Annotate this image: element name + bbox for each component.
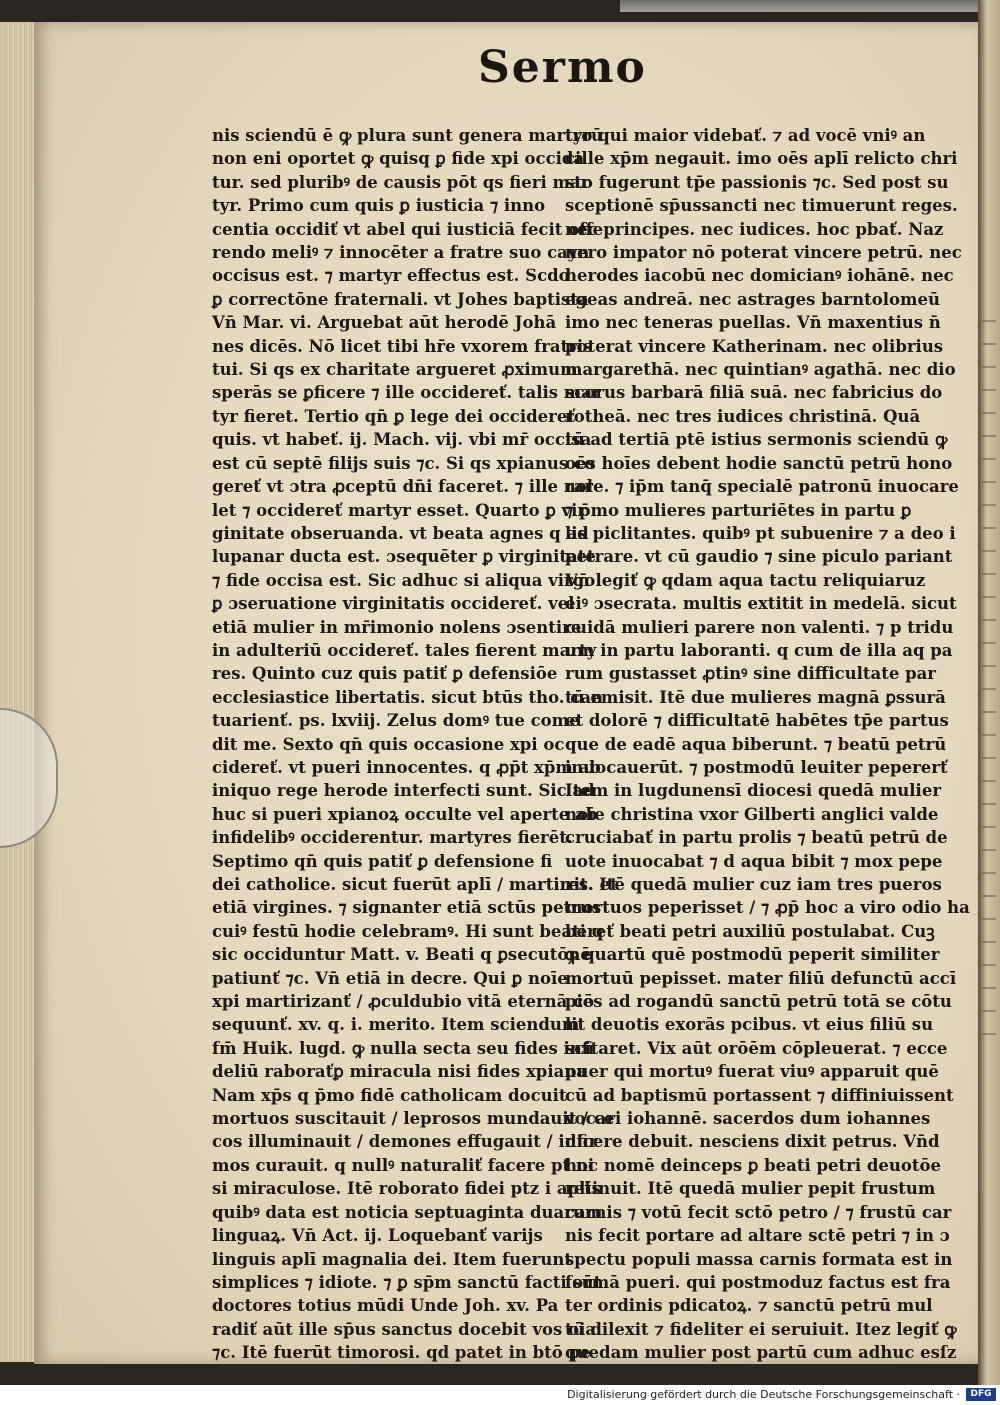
text-line: imo nec teneras puellas. Vn̄ maxentius n̄ (565, 313, 941, 333)
text-line: formā pueri. qui postmoduz factus est fra (565, 1272, 951, 1292)
text-line: hoc nomē deinceps ꝑ beati petri deuotōe (565, 1155, 942, 1175)
text-line: rum gustasset ꝓtinꝰ sine difficultate par (565, 664, 937, 684)
text-line: gereť vt ɔtra ꝓceptū dn̄i faceret. ⁊ ille nol (212, 477, 594, 497)
text-line: tyr. Primo cum quis ꝑ iusticia ⁊ inno (212, 196, 546, 216)
text-line: mortuos peperisset / ⁊ ꝓp̄ hoc a viro odio ha (565, 898, 970, 918)
text-line: nis sciendū ē ꝙ plura sunt genera martyrū (212, 126, 604, 145)
text-line: nero impator nō poterat vincere petrū. nec (565, 243, 962, 263)
text-line: sic occiduntur Matt. v. Beati q ꝑsecutōnē (212, 945, 591, 965)
text-line: res. Quinto cuz quis patiť ꝑ defensiōe (212, 664, 558, 684)
text-line: vocari iohannē. sacerdos dum iohannes (565, 1109, 931, 1129)
text-line: margarethā. nec quintianꝰ agathā. nec dio (565, 360, 956, 380)
text-line: mos curauit. q nullꝰ naturaliť facere pt ni (212, 1155, 595, 1175)
text-line: nec principes. nec iudices. hoc pbať. Naz (565, 219, 944, 239)
text-line: mortuū pepisset. mater filiū defunctū accī (565, 968, 957, 988)
text-line: rendo meliꝰ ⁊ innocēter a fratre suo cayn (212, 243, 590, 263)
text-line: linguaꝝ. Vn̄ Act. ij. Loquebanť varijs (212, 1226, 543, 1246)
text-line: poterat vincere Katherinam. nec olibrius (565, 336, 944, 356)
text-line: doctores totius mūdi Unde Joh. xv. Pa (212, 1296, 559, 1316)
text-line: ⁊c. Itē fuerūt timorosi. qd patet in btō pe (212, 1343, 591, 1363)
text-line: quedam mulier post partū cum adhuc esſz (565, 1343, 957, 1363)
text-line: bereť beati petri auxiliū postulabat. Cuꝫ (565, 921, 935, 941)
text-line: Nam xp̄s q p̄mo fidē catholicam docuit (212, 1085, 567, 1105)
text-line: ⁊ fide occisa est. Sic adhuc si aliqua virgo (212, 570, 596, 590)
text-line: sceptionē sp̄ussancti nec timuerunt reges. (565, 196, 958, 216)
funding-credit: Digitalisierung gefördert durch die Deutsche Forschungsgemeinschaft · (567, 1388, 960, 1401)
text-line: dicere debuit. nesciens dixit petrus. Vn̄d (565, 1132, 940, 1152)
text-line: sto fugerunt tp̄e passionis ⁊c. Sed post su (565, 172, 949, 192)
dfg-logo: DFG (966, 1388, 996, 1401)
text-line: cos illuminauit / demones effugauit / infir (212, 1132, 598, 1152)
text-line: patiunť ⁊c. Vn̄ etiā in decre. Qui ꝑ noīe (212, 968, 568, 988)
text-line: occisus est. ⁊ martyr effectus est. Scdo (212, 266, 570, 286)
text-line: puer qui mortuꝰ fuerat viuꝰ apparuit quē (565, 1062, 939, 1082)
text-line: non eni oportet ꝙ quisq ꝑ fide xpi occida (212, 149, 585, 169)
text-line: iniquo rege herode interfecti sunt. Sic ad (212, 781, 595, 801)
footer-bar (0, 1385, 1000, 1405)
text-line: cuidā mulieri parere non valenti. ⁊ p tridu (565, 617, 954, 637)
text-line: centia occidiť vt abel qui iusticiā fecit offe (212, 219, 604, 239)
text-line: cidereť. vt pueri innocentes. q ꝓp̄t xp̄m ab (212, 757, 601, 777)
text-line: deliū raboraťꝑ miracula nisi fides xpiana (212, 1062, 587, 1082)
text-line: ecclesiastice libertatis. sicut btūs tho. can (212, 687, 604, 707)
text-line: quibꝰ data est noticia septuaginta duarum (212, 1202, 603, 1222)
text-line: Item in lugdunensī diocesi quedā mulier (565, 781, 942, 801)
text-line: tur. sed pluribꝰ de causis pōt qs fieri mar (212, 172, 590, 192)
text-line: cille xp̄m negauit. imo oēs aplī relicto chri (565, 149, 958, 169)
text-line: herodes iacobū nec domicianꝰ iohānē. nec (565, 266, 954, 286)
facing-page-bleed (982, 320, 996, 1040)
text-line: etiā mulier in mr̄imonio nolens ɔsentire (212, 617, 582, 637)
text-line: linguis aplī magnalia dei. Item fuerunt (212, 1249, 572, 1269)
text-line: petrare. vt cū gaudio ⁊ sine piculo pariant (565, 547, 953, 567)
text-line: cū ad baptismū portassent ⁊ diffiniuissent (565, 1085, 954, 1105)
text-line: ginitate obseruanda. vt beata agnes q ad (212, 523, 589, 543)
text-line: tyr fieret. Tertio qn̄ ꝑ lege dei occidereť (212, 406, 575, 426)
text-line: si miraculose. Itē roborato fidei ptz i aplīs (212, 1179, 601, 1199)
facing-page-edge (978, 0, 1000, 1385)
text-line: uote inuocabat ⁊ d aqua bibit ⁊ mox pepe (565, 851, 943, 871)
text-line: eiꝰ ɔsecrata. multis extitit in medelā. sicut (565, 594, 957, 614)
scanner-edge (620, 0, 1000, 12)
text-line: nis fecit portare ad altare sctē petri ⁊ in ɔ (565, 1226, 950, 1246)
text-line: in adulteriū occidereť. tales fierent marty (212, 640, 597, 660)
text-line: tū dilexit ⁊ fideliter ei seruiuit. Itez legiť ꝙ (565, 1319, 957, 1339)
text-line: que de eadē aqua biberunt. ⁊ beatū petrū (565, 734, 947, 754)
text-line: rare. ⁊ ip̄m tanq̄ specialē patronū inuocare (565, 477, 959, 497)
text-line: scitaret. Vix aūt orōēm cōpleuerat. ⁊ ecce (565, 1038, 948, 1058)
text-line: ꝑ ɔseruatione virginitatis occidereť. vel (212, 594, 575, 614)
text-line: ꝑ correctōne fraternali. vt Johes baptista (212, 289, 589, 309)
text-line: Vn̄ legiť ꝙ qdam aqua tactu reliquiaruz (565, 570, 926, 590)
text-line: xpi martirizanť / ꝓculdubio vitā eternā cō (212, 992, 595, 1012)
text-line: inuocauerūt. ⁊ postmodū leuiter pepererť (565, 757, 948, 777)
text-line: ⁊ p̄mo mulieres parturiētes in partu ꝑ (565, 500, 912, 520)
text-line: simplices ⁊ idiote. ⁊ ꝑ sp̄m sanctū facti sūt (212, 1272, 602, 1292)
text-line: Vn̄ Mar. vi. Arguebat aūt herodē Johā (212, 313, 557, 333)
text-line: est cū septē filijs suis ⁊c. Si qs xpianus co (212, 453, 595, 473)
text-line: lit deuotis exorās pcibus. vt eius filiū su (565, 1015, 934, 1035)
page-stack-edge (0, 22, 36, 1362)
text-line: spectu populi massa carnis formata est in (565, 1249, 953, 1269)
text-line: lis piclitantes. quibꝰ pt subuenire ⁊ a deo i (565, 523, 956, 543)
text-line: lupanar ducta est. ɔsequēter ꝑ virginitate (212, 547, 596, 567)
text-line: tui. Si qs ex charitate argueret ꝓximum (212, 360, 578, 380)
text-line: sequunť. xv. q. i. merito. Item sciendum (212, 1015, 580, 1035)
text-line: huc si pueri xpianoꝝ occulte vel aperte ab (212, 804, 598, 824)
text-line: cruciabať in partu prolis ⁊ beatū petrū de (565, 828, 948, 848)
text-line: cuiꝰ festū hodie celebramꝰ. Hi sunt beati q (212, 921, 604, 941)
text-line: rotheā. nec tres iudices christinā. Quā (565, 406, 921, 426)
page-heading: Sermo (478, 42, 647, 93)
text-line: Septimo qn̄ quis patiť ꝑ defensione fi (212, 851, 553, 871)
text-line: um in partu laboranti. q cum de illa aq pa (565, 640, 953, 660)
text-line: noīe christina vxor Gilberti anglici valde (565, 804, 939, 824)
text-line: scorus barbarā filiā suā. nec fabricius do (565, 383, 943, 403)
text-line: ter ordinis pdicatoꝝ. ⁊ sanctū petrū mul (565, 1296, 933, 1316)
text-line: dei catholice. sicut fuerūt aplī / martires. et (212, 875, 618, 894)
text-line: oēs hoīes debent hodie sanctū petrū hono (565, 453, 953, 473)
text-line: dit me. Sexto qn̄ quis occasione xpi oc (212, 734, 565, 754)
right-text-column (565, 124, 970, 1365)
text-line: mortuos suscitauit / leprosos mundauit / ce (212, 1109, 615, 1129)
text-line: tuarienť. ps. lxviij. Zelus domꝰ tue come (212, 711, 580, 731)
left-text-column (212, 124, 618, 1365)
text-line: sperās se ꝑficere ⁊ ille occidereť. talis mar (212, 383, 601, 403)
text-line: fm̄ Huik. lugd. ꝙ nulla secta seu fides infi (212, 1038, 594, 1058)
text-line: egeas andreā. nec astrages barntolomeū (565, 289, 940, 309)
text-line: tū emisit. Itē due mulieres magnā ꝑssurā (565, 687, 946, 707)
text-line: quis. vt habeť. ij. Mach. vij. vbi mr̄ occisa (212, 430, 592, 450)
text-line: et dolorē ⁊ difficultatē habētes tp̄e partus (565, 711, 949, 731)
text-line: piēs ad rogandū sanctū petrū totā se cōtu (565, 992, 952, 1012)
text-line: tū ad tertiā ptē istius sermonis sciendū ꝙ (565, 430, 948, 450)
text-line: tro qui maior videbať. ⁊ ad vocē vniꝰ an (565, 126, 926, 145)
text-line: rit. Itē quedā mulier cuz iam tres pueros (565, 875, 942, 894)
text-line: etiā virgines. ⁊ signanter etiā sctūs petrus (212, 898, 602, 918)
text-line: let ⁊ occidereť martyr esset. Quarto ꝑ vir (212, 500, 587, 520)
text-line: infidelibꝰ occiderentur. martyres fierēt. (212, 828, 573, 848)
text-line: retinuit. Itē quedā mulier pepit frustum (565, 1179, 936, 1199)
text-line: ꝙ quartū quē postmodū peperit similiter (565, 945, 940, 965)
text-line: carnis ⁊ votū fecit sctō petro / ⁊ frustū car (565, 1202, 952, 1222)
text-line: nes dicēs. Nō licet tibi hr̄e vxorem fratris (212, 336, 593, 356)
text-line: radiť aūt ille sp̄us sanctus docebit vos oia (212, 1319, 597, 1339)
